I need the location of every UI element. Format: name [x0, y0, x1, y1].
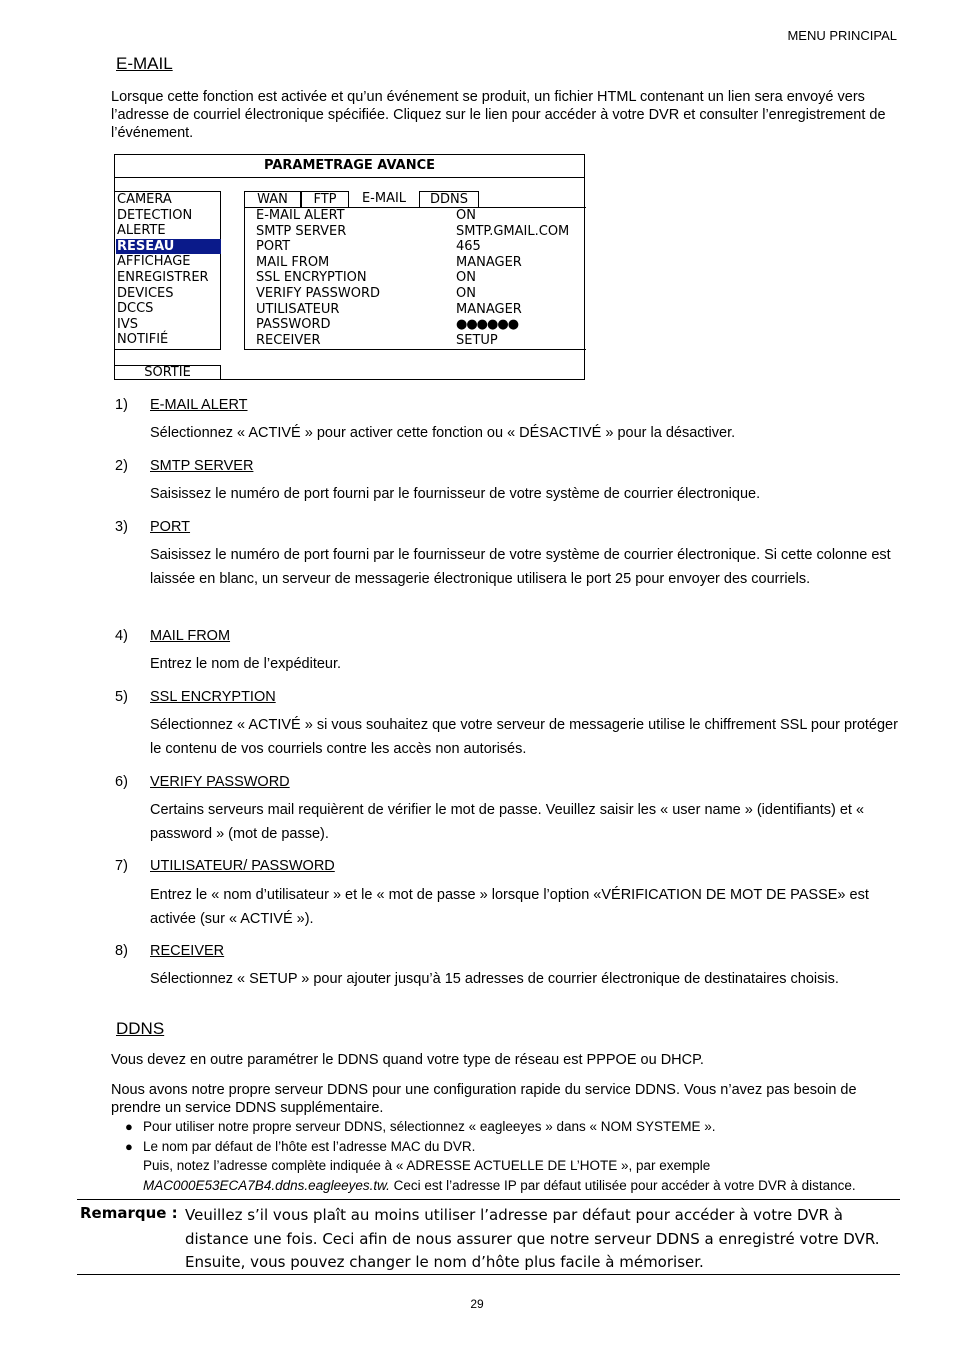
- menu-item-ivs[interactable]: IVS: [117, 316, 138, 332]
- setting-value[interactable]: ON: [456, 208, 476, 223]
- item-number: 5): [115, 689, 128, 705]
- setting-label: PORT: [256, 239, 291, 255]
- item-text: Saisissez le numéro de port fourni par le fournisseur de votre système de courrier électronique.: [150, 486, 761, 502]
- item-text: Entrez le nom de l’expéditeur.: [150, 656, 342, 672]
- setting-label: UTILISATEUR: [256, 301, 340, 317]
- item-title: SMTP SERVER: [150, 458, 254, 474]
- tab-email[interactable]: E-MAIL: [361, 191, 407, 206]
- ddns-bullet-1: Pour utiliser notre propre serveur DDNS, sélectionnez « eagleeyes » dans « NOM SYSTEME ».: [143, 1119, 716, 1134]
- menu-item-camera[interactable]: CAMERA: [117, 192, 172, 207]
- setting-label: VERIFY PASSWORD: [256, 286, 381, 301]
- setting-value[interactable]: MANAGER: [456, 301, 522, 317]
- bullet-icon: ●: [125, 1119, 133, 1134]
- item-text: Sélectionnez « ACTIVÉ » pour activer cette fonction ou « DÉSACTIVÉ » pour la désactiver.: [150, 425, 736, 441]
- email-intro: Lorsque cette fonction est activée et qu’un événement se produit, un fichier HTML contenant un lien sera envoyé vers l’adresse de courriel électronique spécifiée. Cliquez sur le lien pour accéder à votre DVR et consulter l’enregistrement de l’événement.: [111, 89, 886, 141]
- setting-value[interactable]: MANAGER: [456, 254, 522, 270]
- side-menu: [115, 191, 221, 350]
- menu-item-enregistrer[interactable]: ENREGISTRER: [117, 270, 209, 285]
- item-number: 8): [115, 943, 128, 959]
- setting-label: SSL ENCRYPTION: [256, 270, 367, 286]
- item-number: 1): [115, 397, 128, 413]
- ddns-example-note: Ceci est l’adresse IP par défaut utilisée pour accéder à votre DVR à distance.: [389, 1178, 856, 1193]
- setting-value[interactable]: ON: [456, 270, 476, 286]
- tab-ftp[interactable]: FTP: [301, 191, 349, 207]
- setting-value[interactable]: SMTP.GMAIL.COM: [456, 223, 570, 239]
- tab-wan[interactable]: WAN: [244, 191, 301, 207]
- exit-button[interactable]: SORTIE: [115, 365, 221, 380]
- menu-item-notifie[interactable]: NOTIFIÉ: [117, 332, 169, 348]
- item-number: 7): [115, 858, 128, 874]
- email-section-title: E-MAIL: [116, 54, 173, 73]
- ddns-example-line: [143, 1178, 856, 1193]
- settings-panel: [114, 154, 585, 380]
- panel-title: PARAMETRAGE AVANCE: [115, 155, 584, 178]
- item-title: UTILISATEUR/ PASSWORD: [150, 858, 335, 874]
- setting-value[interactable]: SETUP: [456, 332, 498, 348]
- item-number: 4): [115, 628, 128, 644]
- ddns-bullet-2: Le nom par défaut de l’hôte est l’adresse MAC du DVR.: [143, 1139, 476, 1154]
- item-number: 2): [115, 458, 128, 474]
- item-text: Certains serveurs mail requièrent de vérifier le mot de passe. Veuillez saisir les « user name » (identifiants) et « password » (mot de passe).: [150, 802, 865, 842]
- item-text: Entrez le « nom d’utilisateur » et le « mot de passe » lorsque l’option «VÉRIFICATION DE MOT DE PASSE» est activée (sur « ACTIVÉ »).: [150, 887, 869, 927]
- item-text: Sélectionnez « SETUP » pour ajouter jusqu’à 15 adresses de courrier électronique de destinataires choisis.: [150, 971, 839, 987]
- ddns-example-hostname: MAC000E53ECA7B4.ddns.eagleeyes.tw.: [143, 1178, 390, 1193]
- item-title: RECEIVER: [150, 943, 225, 959]
- running-header: MENU PRINCIPAL: [787, 28, 897, 43]
- setting-label: PASSWORD: [256, 317, 331, 333]
- item-text: Sélectionnez « ACTIVÉ » si vous souhaitez que votre serveur de messagerie utilise le chiffrement SSL pour protéger le contenu de vos courriels contre les accès non autorisés.: [150, 717, 898, 757]
- setting-label: MAIL FROM: [256, 254, 330, 270]
- item-title: VERIFY PASSWORD: [150, 774, 290, 790]
- note-text: Veuillez s’il vous plaît au moins utiliser l’adresse par défaut pour accéder à votre DVR à distance une fois. Ceci afin de nous assurer que notre serveur DDNS a enregistré votre DVR. Ensuite, vous pouvez changer le nom d’hôte plus facile à mémoriser.: [185, 1206, 880, 1271]
- setting-value[interactable]: ON: [456, 286, 476, 301]
- menu-item-detection[interactable]: DETECTION: [117, 207, 193, 223]
- password-dots[interactable]: ●●●●●●: [456, 317, 519, 333]
- item-text: Saisissez le numéro de port fourni par le fournisseur de votre système de courrier électronique. Si cette colonne est laissée en blanc, un serveur de messagerie électronique utilisera le port 25 pour envoyer des courriels.: [150, 547, 891, 587]
- item-title: E-MAIL ALERT: [150, 397, 248, 413]
- tab-ddns[interactable]: DDNS: [419, 191, 479, 207]
- ddns-bullet-2-line-2: Puis, notez l’adresse complète indiquée à « ADRESSE ACTUELLE DE L’HOTE », par exemple: [143, 1158, 711, 1173]
- note-label: Remarque :: [80, 1204, 178, 1222]
- ddns-section-title: DDNS: [116, 1019, 165, 1038]
- email-settings-content: [244, 207, 586, 350]
- menu-item-affichage[interactable]: AFFICHAGE: [117, 254, 191, 270]
- setting-value[interactable]: 465: [456, 239, 481, 255]
- note-bottom-rule: [77, 1274, 900, 1275]
- menu-item-reseau[interactable]: RESEAU: [116, 239, 221, 255]
- setting-label: SMTP SERVER: [256, 223, 347, 239]
- setting-label: E-MAIL ALERT: [256, 208, 345, 223]
- menu-item-devices[interactable]: DEVICES: [117, 285, 174, 301]
- bullet-icon: ●: [125, 1139, 133, 1154]
- item-number: 6): [115, 774, 128, 790]
- item-title: SSL ENCRYPTION: [150, 689, 276, 705]
- setting-label: RECEIVER: [256, 332, 321, 348]
- item-title: MAIL FROM: [150, 628, 231, 644]
- menu-item-alerte[interactable]: ALERTE: [117, 223, 166, 239]
- ddns-paragraph-1: Vous devez en outre paramétrer le DDNS quand votre type de réseau est PPPOE ou DHCP.: [111, 1052, 704, 1068]
- item-title: PORT: [150, 519, 191, 535]
- note-top-rule: [77, 1199, 900, 1200]
- page-number: 29: [470, 1297, 484, 1311]
- ddns-paragraph-2: Nous avons notre propre serveur DDNS pour une configuration rapide du service DDNS. Vous n’avez pas besoin de prendre un service DDNS supplémentaire.: [111, 1082, 857, 1116]
- item-number: 3): [115, 519, 128, 535]
- menu-item-dccs[interactable]: DCCS: [117, 301, 154, 317]
